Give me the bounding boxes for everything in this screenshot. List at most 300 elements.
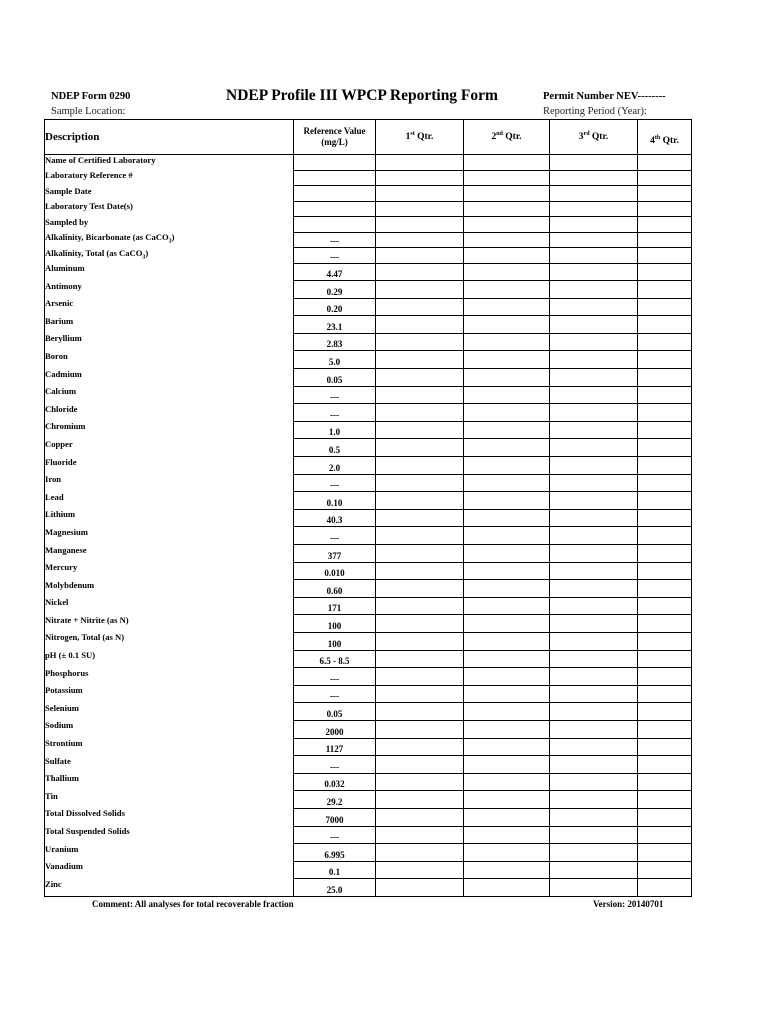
row-description: Alkalinity, Bicarbonate (as CaCO$_3$)	[45, 232, 294, 248]
quarter-4-cell[interactable]	[638, 562, 692, 580]
row-description: Manganese	[45, 545, 294, 563]
quarter-2-header: 2nd Qtr.	[464, 120, 550, 155]
quarter-1-cell[interactable]	[376, 808, 464, 826]
row-description: Name of Certified Laboratory	[45, 155, 294, 171]
quarter-4-cell[interactable]	[638, 457, 692, 475]
quarter-3-cell[interactable]	[550, 720, 638, 738]
quarter-1-cell[interactable]	[376, 545, 464, 563]
quarter-1-cell[interactable]	[376, 720, 464, 738]
reference-value: 2.0	[294, 457, 376, 475]
quarter-2-cell[interactable]	[464, 545, 550, 563]
quarter-4-cell[interactable]	[638, 509, 692, 527]
reference-value: 0.10	[294, 492, 376, 510]
row-description: Sampled by	[45, 217, 294, 233]
quarter-3-cell[interactable]	[550, 316, 638, 334]
reference-value: 0.60	[294, 580, 376, 598]
table-row	[45, 186, 692, 202]
row-description: Nitrate + Nitrite (as N)	[45, 615, 294, 633]
quarter-4-cell[interactable]	[638, 386, 692, 404]
row-description: Lead	[45, 492, 294, 510]
row-description: Barium	[45, 316, 294, 334]
quarter-3-cell[interactable]	[550, 844, 638, 862]
row-description: Boron	[45, 351, 294, 369]
table-row	[45, 298, 692, 316]
table-row	[45, 439, 692, 457]
quarter-2-cell[interactable]	[464, 791, 550, 809]
quarter-2-cell[interactable]	[464, 861, 550, 879]
row-description: pH (± 0.1 SU)	[45, 650, 294, 668]
reference-value: 40.3	[294, 509, 376, 527]
quarter-3-cell[interactable]	[550, 155, 638, 171]
reference-value: ---	[294, 404, 376, 422]
quarter-1-cell[interactable]	[376, 879, 464, 897]
page-title: NDEP Profile III WPCP Reporting Form	[226, 87, 498, 104]
quarter-4-cell[interactable]	[638, 861, 692, 879]
quarter-4-cell[interactable]	[638, 186, 692, 202]
row-description: Laboratory Test Date(s)	[45, 201, 294, 217]
quarter-1-cell[interactable]	[376, 155, 464, 171]
quarter-4-cell[interactable]	[638, 580, 692, 598]
quarter-3-cell[interactable]	[550, 186, 638, 202]
row-description: Chromium	[45, 421, 294, 439]
table-row	[45, 232, 692, 248]
quarter-1-cell[interactable]	[376, 298, 464, 316]
quarter-4-cell[interactable]	[638, 474, 692, 492]
table-row	[45, 170, 692, 186]
quarter-1-cell[interactable]	[376, 170, 464, 186]
quarter-3-cell[interactable]	[550, 879, 638, 897]
table-row	[45, 492, 692, 510]
table-row	[45, 333, 692, 351]
quarter-3-cell[interactable]	[550, 281, 638, 299]
row-description: Beryllium	[45, 333, 294, 351]
quarter-2-cell[interactable]	[464, 474, 550, 492]
table-row	[45, 404, 692, 422]
reference-value: ---	[294, 668, 376, 686]
row-description: Copper	[45, 439, 294, 457]
quarter-4-cell[interactable]	[638, 844, 692, 862]
reference-value: 1127	[294, 738, 376, 756]
reference-value: ---	[294, 248, 376, 264]
quarter-2-cell[interactable]	[464, 333, 550, 351]
quarter-3-cell[interactable]	[550, 404, 638, 422]
row-description: Sulfate	[45, 756, 294, 774]
reference-value	[294, 217, 376, 233]
quarter-3-cell[interactable]	[550, 201, 638, 217]
quarter-1-cell[interactable]	[376, 457, 464, 475]
row-description: Lithium	[45, 509, 294, 527]
row-description: Laboratory Reference #	[45, 170, 294, 186]
sample-location-label: Sample Location:	[51, 106, 126, 117]
quarter-1-cell[interactable]	[376, 527, 464, 545]
quarter-4-cell[interactable]	[638, 263, 692, 281]
quarter-4-cell[interactable]	[638, 155, 692, 171]
quarter-2-cell[interactable]	[464, 808, 550, 826]
quarter-1-cell[interactable]	[376, 615, 464, 633]
quarter-4-cell[interactable]	[638, 826, 692, 844]
reference-value: ---	[294, 232, 376, 248]
quarter-2-cell[interactable]	[464, 650, 550, 668]
quarter-2-cell[interactable]	[464, 562, 550, 580]
quarter-1-cell[interactable]	[376, 263, 464, 281]
row-description: Arsenic	[45, 298, 294, 316]
quarter-3-cell[interactable]	[550, 492, 638, 510]
table-row	[45, 281, 692, 299]
quarter-3-cell[interactable]	[550, 527, 638, 545]
quarter-2-cell[interactable]	[464, 756, 550, 774]
quarter-1-cell[interactable]	[376, 369, 464, 387]
reference-value: ---	[294, 474, 376, 492]
reference-column-header: Reference Value (mg/L)	[294, 120, 376, 155]
quarter-4-header: 4th Qtr.	[638, 120, 692, 155]
table-row	[45, 879, 692, 897]
description-column-header: Description	[45, 120, 294, 155]
row-description: Fluoride	[45, 457, 294, 475]
quarter-4-cell[interactable]	[638, 773, 692, 791]
table-row	[45, 457, 692, 475]
quarter-4-cell[interactable]	[638, 248, 692, 264]
table-row	[45, 597, 692, 615]
table-row	[45, 826, 692, 844]
quarter-1-cell[interactable]	[376, 738, 464, 756]
quarter-1-cell[interactable]	[376, 703, 464, 721]
quarter-1-cell[interactable]	[376, 844, 464, 862]
quarter-4-cell[interactable]	[638, 756, 692, 774]
quarter-3-cell[interactable]	[550, 439, 638, 457]
row-description: Total Dissolved Solids	[45, 808, 294, 826]
quarter-1-header: 1st Qtr.	[376, 120, 464, 155]
table-row	[45, 773, 692, 791]
quarter-1-cell[interactable]	[376, 791, 464, 809]
quarter-3-cell[interactable]	[550, 248, 638, 264]
table-row	[45, 248, 692, 264]
row-description: Aluminum	[45, 263, 294, 281]
quarter-2-cell[interactable]	[464, 439, 550, 457]
quarter-2-cell[interactable]	[464, 298, 550, 316]
quarter-2-cell[interactable]	[464, 404, 550, 422]
quarter-2-cell[interactable]	[464, 738, 550, 756]
quarter-2-cell[interactable]	[464, 773, 550, 791]
table-row	[45, 545, 692, 563]
quarter-4-cell[interactable]	[638, 808, 692, 826]
table-row	[45, 580, 692, 598]
quarter-2-cell[interactable]	[464, 457, 550, 475]
quarter-2-cell[interactable]	[464, 186, 550, 202]
quarter-1-cell[interactable]	[376, 201, 464, 217]
reference-value: 0.010	[294, 562, 376, 580]
quarter-3-cell[interactable]	[550, 369, 638, 387]
quarter-2-cell[interactable]	[464, 201, 550, 217]
quarter-4-cell[interactable]	[638, 333, 692, 351]
reference-value: 6.995	[294, 844, 376, 862]
table-row	[45, 217, 692, 233]
quarter-4-cell[interactable]	[638, 791, 692, 809]
quarter-1-cell[interactable]	[376, 580, 464, 598]
quarter-3-cell[interactable]	[550, 217, 638, 233]
reference-value: 7000	[294, 808, 376, 826]
quarter-1-cell[interactable]	[376, 492, 464, 510]
quarter-4-cell[interactable]	[638, 421, 692, 439]
quarter-4-cell[interactable]	[638, 492, 692, 510]
quarter-2-cell[interactable]	[464, 879, 550, 897]
quarter-1-cell[interactable]	[376, 650, 464, 668]
quarter-1-cell[interactable]	[376, 186, 464, 202]
table-row	[45, 615, 692, 633]
quarter-3-cell[interactable]	[550, 685, 638, 703]
quarter-2-cell[interactable]	[464, 615, 550, 633]
table-row	[45, 703, 692, 721]
quarter-2-cell[interactable]	[464, 369, 550, 387]
quarter-4-cell[interactable]	[638, 650, 692, 668]
quarter-3-cell[interactable]	[550, 632, 638, 650]
quarter-3-cell[interactable]	[550, 597, 638, 615]
row-description: Molybdenum	[45, 580, 294, 598]
quarter-1-cell[interactable]	[376, 281, 464, 299]
reference-value: 0.20	[294, 298, 376, 316]
row-description: Mercury	[45, 562, 294, 580]
row-description: Magnesium	[45, 527, 294, 545]
row-description: Calcium	[45, 386, 294, 404]
reference-value: 0.29	[294, 281, 376, 299]
table-row	[45, 791, 692, 809]
quarter-3-cell[interactable]	[550, 808, 638, 826]
quarter-1-cell[interactable]	[376, 217, 464, 233]
table-row	[45, 527, 692, 545]
row-description: Chloride	[45, 404, 294, 422]
row-description: Zinc	[45, 879, 294, 897]
quarter-2-cell[interactable]	[464, 421, 550, 439]
quarter-1-cell[interactable]	[376, 232, 464, 248]
table-row	[45, 369, 692, 387]
reference-value: 2.83	[294, 333, 376, 351]
quarter-2-cell[interactable]	[464, 248, 550, 264]
quarter-1-cell[interactable]	[376, 351, 464, 369]
quarter-4-cell[interactable]	[638, 201, 692, 217]
quarter-4-cell[interactable]	[638, 703, 692, 721]
quarter-2-cell[interactable]	[464, 281, 550, 299]
quarter-3-cell[interactable]	[550, 615, 638, 633]
quarter-3-cell[interactable]	[550, 333, 638, 351]
quarter-1-cell[interactable]	[376, 439, 464, 457]
quarter-4-cell[interactable]	[638, 668, 692, 686]
report-table	[44, 119, 692, 897]
table-row	[45, 720, 692, 738]
quarter-1-cell[interactable]	[376, 248, 464, 264]
reference-value: 100	[294, 632, 376, 650]
row-description: Antimony	[45, 281, 294, 299]
row-description: Sample Date	[45, 186, 294, 202]
table-row	[45, 351, 692, 369]
quarter-4-cell[interactable]	[638, 597, 692, 615]
reference-value: 4.47	[294, 263, 376, 281]
reference-value: 0.5	[294, 439, 376, 457]
table-body	[45, 155, 692, 897]
reference-value: 0.032	[294, 773, 376, 791]
quarter-2-cell[interactable]	[464, 351, 550, 369]
quarter-3-cell[interactable]	[550, 421, 638, 439]
reference-value: 0.1	[294, 861, 376, 879]
quarter-2-cell[interactable]	[464, 703, 550, 721]
quarter-1-cell[interactable]	[376, 597, 464, 615]
quarter-4-cell[interactable]	[638, 720, 692, 738]
table-row	[45, 263, 692, 281]
reference-value	[294, 186, 376, 202]
reference-value: 377	[294, 545, 376, 563]
quarter-4-cell[interactable]	[638, 404, 692, 422]
quarter-3-cell[interactable]	[550, 703, 638, 721]
quarter-4-cell[interactable]	[638, 281, 692, 299]
quarter-4-cell[interactable]	[638, 738, 692, 756]
quarter-4-cell[interactable]	[638, 351, 692, 369]
quarter-4-cell[interactable]	[638, 316, 692, 334]
row-description: Strontium	[45, 738, 294, 756]
form-id: NDEP Form 0290	[51, 91, 131, 102]
reference-value: 5.0	[294, 351, 376, 369]
quarter-4-cell[interactable]	[638, 545, 692, 563]
quarter-3-cell[interactable]	[550, 457, 638, 475]
row-description: Nitrogen, Total (as N)	[45, 632, 294, 650]
table-row	[45, 756, 692, 774]
table-row	[45, 474, 692, 492]
quarter-2-cell[interactable]	[464, 386, 550, 404]
quarter-3-cell[interactable]	[550, 509, 638, 527]
table-row	[45, 685, 692, 703]
quarter-2-cell[interactable]	[464, 668, 550, 686]
reference-value: ---	[294, 756, 376, 774]
quarter-1-cell[interactable]	[376, 333, 464, 351]
row-description: Sodium	[45, 720, 294, 738]
quarter-1-cell[interactable]	[376, 685, 464, 703]
quarter-2-cell[interactable]	[464, 263, 550, 281]
quarter-4-cell[interactable]	[638, 369, 692, 387]
quarter-2-cell[interactable]	[464, 597, 550, 615]
quarter-2-cell[interactable]	[464, 170, 550, 186]
reference-value: ---	[294, 685, 376, 703]
quarter-3-cell[interactable]	[550, 668, 638, 686]
quarter-3-cell[interactable]	[550, 826, 638, 844]
quarter-3-cell[interactable]	[550, 386, 638, 404]
quarter-3-cell[interactable]	[550, 474, 638, 492]
quarter-3-cell[interactable]	[550, 580, 638, 598]
quarter-1-cell[interactable]	[376, 404, 464, 422]
reference-value	[294, 201, 376, 217]
quarter-1-cell[interactable]	[376, 474, 464, 492]
quarter-4-cell[interactable]	[638, 615, 692, 633]
quarter-2-cell[interactable]	[464, 632, 550, 650]
table-row	[45, 421, 692, 439]
quarter-1-cell[interactable]	[376, 861, 464, 879]
quarter-3-cell[interactable]	[550, 773, 638, 791]
quarter-4-cell[interactable]	[638, 232, 692, 248]
quarter-1-cell[interactable]	[376, 509, 464, 527]
quarter-1-cell[interactable]	[376, 668, 464, 686]
reference-value	[294, 155, 376, 171]
quarter-1-cell[interactable]	[376, 421, 464, 439]
quarter-3-cell[interactable]	[550, 650, 638, 668]
reference-value: ---	[294, 826, 376, 844]
reporting-period-label: Reporting Period (Year):	[543, 106, 647, 117]
quarter-3-cell[interactable]	[550, 545, 638, 563]
quarter-2-cell[interactable]	[464, 492, 550, 510]
reference-value: 100	[294, 615, 376, 633]
quarter-4-cell[interactable]	[638, 170, 692, 186]
reference-value	[294, 170, 376, 186]
quarter-2-cell[interactable]	[464, 720, 550, 738]
quarter-3-cell[interactable]	[550, 232, 638, 248]
table-header-row	[45, 120, 692, 155]
quarter-1-cell[interactable]	[376, 632, 464, 650]
quarter-1-cell[interactable]	[376, 826, 464, 844]
quarter-3-cell[interactable]	[550, 756, 638, 774]
quarter-4-cell[interactable]	[638, 527, 692, 545]
quarter-3-cell[interactable]	[550, 170, 638, 186]
reference-value: 1.0	[294, 421, 376, 439]
reference-value: 6.5 - 8.5	[294, 650, 376, 668]
quarter-2-cell[interactable]	[464, 316, 550, 334]
row-description: Iron	[45, 474, 294, 492]
quarter-4-cell[interactable]	[638, 217, 692, 233]
quarter-1-cell[interactable]	[376, 773, 464, 791]
comment-text: Comment: All analyses for total recoverable fraction	[92, 899, 294, 909]
quarter-2-cell[interactable]	[464, 155, 550, 171]
quarter-1-cell[interactable]	[376, 316, 464, 334]
reference-value: 23.1	[294, 316, 376, 334]
quarter-3-cell[interactable]	[550, 791, 638, 809]
table-row	[45, 201, 692, 217]
quarter-3-cell[interactable]	[550, 351, 638, 369]
quarter-2-cell[interactable]	[464, 527, 550, 545]
quarter-3-cell[interactable]	[550, 861, 638, 879]
quarter-3-cell[interactable]	[550, 562, 638, 580]
quarter-2-cell[interactable]	[464, 826, 550, 844]
table-row	[45, 562, 692, 580]
quarter-4-cell[interactable]	[638, 879, 692, 897]
quarter-2-cell[interactable]	[464, 232, 550, 248]
row-description: Nickel	[45, 597, 294, 615]
row-description: Alkalinity, Total (as CaCO$_3$)	[45, 248, 294, 264]
quarter-2-cell[interactable]	[464, 844, 550, 862]
table-row	[45, 844, 692, 862]
table-row	[45, 155, 692, 171]
quarter-1-cell[interactable]	[376, 756, 464, 774]
row-description: Tin	[45, 791, 294, 809]
row-description: Uranium	[45, 844, 294, 862]
table-row	[45, 632, 692, 650]
quarter-3-cell[interactable]	[550, 298, 638, 316]
quarter-4-cell[interactable]	[638, 685, 692, 703]
row-description: Potassium	[45, 685, 294, 703]
quarter-3-cell[interactable]	[550, 738, 638, 756]
quarter-2-cell[interactable]	[464, 580, 550, 598]
quarter-2-cell[interactable]	[464, 217, 550, 233]
quarter-4-cell[interactable]	[638, 439, 692, 457]
quarter-4-cell[interactable]	[638, 298, 692, 316]
quarter-3-cell[interactable]	[550, 263, 638, 281]
quarter-1-cell[interactable]	[376, 562, 464, 580]
quarter-1-cell[interactable]	[376, 386, 464, 404]
quarter-2-cell[interactable]	[464, 685, 550, 703]
table-row	[45, 316, 692, 334]
reference-value: 25.0	[294, 879, 376, 897]
row-description: Thallium	[45, 773, 294, 791]
reference-value: ---	[294, 386, 376, 404]
quarter-2-cell[interactable]	[464, 509, 550, 527]
quarter-3-header: 3rd Qtr.	[550, 120, 638, 155]
quarter-4-cell[interactable]	[638, 632, 692, 650]
row-description: Vanadium	[45, 861, 294, 879]
row-description: Selenium	[45, 703, 294, 721]
permit-number: Permit Number NEV--------	[543, 91, 666, 102]
